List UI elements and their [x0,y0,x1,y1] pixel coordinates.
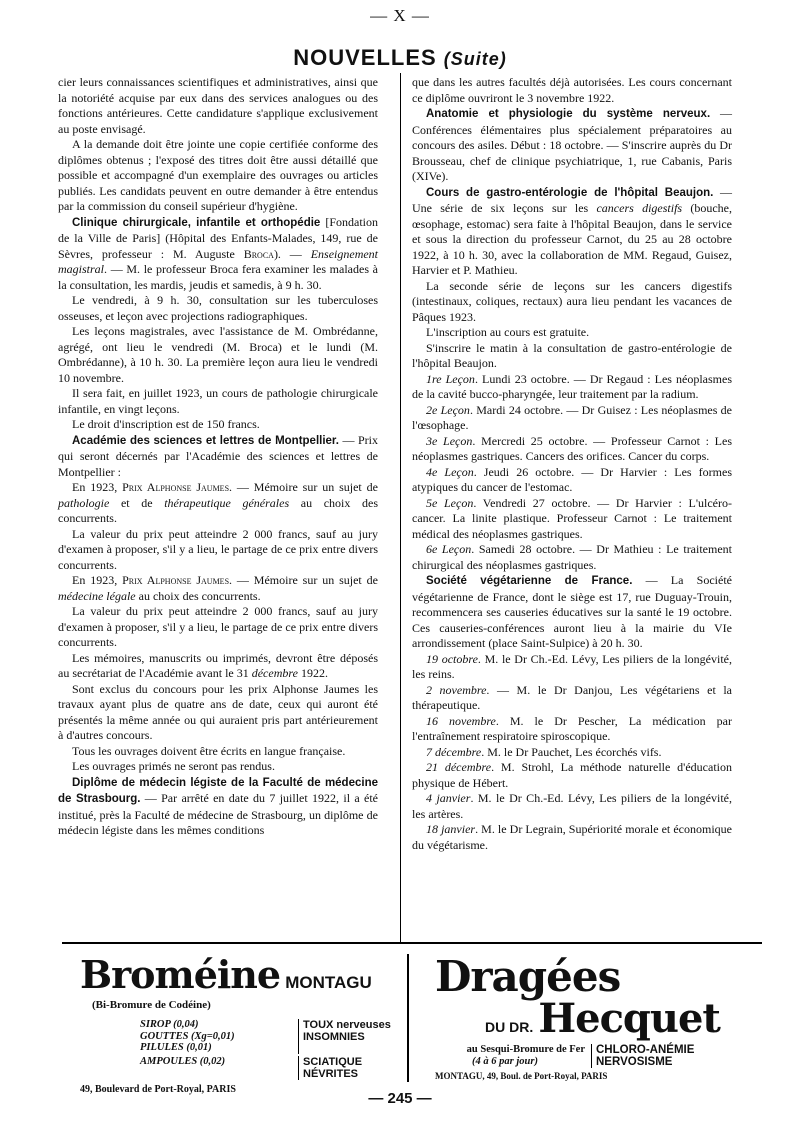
paragraph: Le vendredi, à 9 h. 30, consultation sur les tuberculoses osseuses, et leçon avec projections radiographiques. [58,293,378,323]
heading-gastro: Cours de gastro-entérologie de l'hôpital Beaujon. [426,186,714,199]
text: 4 janvier [426,791,471,805]
text: ). — [273,246,311,261]
ad-brand-name: Hecquet [538,995,720,1042]
text: — La Société végétarienne de France, dont le siège est 17, rue Duguay-Trouin, recommencera ses causeries éducatives sur la santé le 19 octobre. Ces causeries-conférences auront lieu à la mairie du VIe arrondissement (place Saint-Sulpice) à 20 h. 30. [412,573,732,650]
text: . Mardi 24 octobre. — Dr Guisez : Les néoplasmes de l'œsophage. [412,402,733,432]
text: 1re Leçon [426,371,475,386]
text: 3e Leçon [426,433,473,448]
text: En 1923, [72,573,123,587]
paragraph-academie [58,433,378,481]
causerie-item [412,791,732,822]
text: . M. le Dr Ch.-Ed. Lévy, Les piliers de la longévité, les reins. [412,651,732,681]
ad-indication: SCIATIQUE [303,1055,363,1068]
paragraph-memoires [58,651,378,682]
right-column [412,75,732,853]
text: — Prix qui seront décernés par l'Académie des sciences et lettres de Montpellier : [58,432,378,479]
paragraph: cier leurs connaissances scientifiques et administratives, ainsi que la notoriété acquise par eux dans des services analogues ou des fonctions antérieures. Cette candidature s'applique exclusivement au poste envisagé. [58,75,378,136]
advertisement-dragees [425,952,765,1081]
ad-subtitle: (Bi-Bromure de Codéine) [92,999,211,1011]
text: [Fondation de la Ville de Paris] (Hôpital des Enfants-Malades, 149, rue de Sèvres, professeur : M. Auguste [58,214,378,261]
text: . — M. le Dr Danjou, Les végétariens et la thérapeutique. [412,682,732,712]
lesson-item [412,403,732,434]
text: — Par arrêté en date du 7 juillet 1922, il a été institué, près la Faculté de médecine de Strasbourg, un diplôme de médecin légiste dans les mêmes conditions [58,791,378,837]
advertisement-bromeine [80,952,400,1095]
paragraph: S'inscrire le matin à la consultation de gastro-entérologie de l'hôpital Beaujon. [412,340,732,370]
text: 6e Leçon [426,542,472,556]
text: 2 novembre [426,682,487,697]
paragraph: Sont exclus du concours pour les prix Alphonse Jaumes les travaux ayant plus de quatre ans de date, ceux qui auront été présentés la même année ou qui auraient pris part antérieurement à d'autres concours. [58,681,378,742]
heading-academie: Académie des sciences et lettres de Montpellier. [72,434,339,447]
text: 1922. [297,666,328,680]
heading-diplome: Diplôme de médecin légiste de la Faculté de médecine de Strasbourg. [58,776,378,805]
ad-indication: NERVOSISME [596,1056,673,1068]
paragraph-vegetarienne [412,573,732,652]
paragraph-diplome [58,775,378,839]
text: . — Mémoire sur un sujet de [229,573,378,587]
text: cancers digestifs [596,201,683,215]
text: Les mémoires, manuscrits ou imprimés, devront être déposés au secrétariat de l'Académie avant le 31 [58,650,378,680]
causerie-item [412,714,732,745]
ad-form-ampoules: AMPOULES (0,02) [140,1055,226,1067]
advertisement-rule [62,942,762,944]
paragraph: La seconde série de leçons sur les cancers digestifs (intestinaux, coliques, rectaux) aura lieu pendant les vacances de Pâques 1923. [412,278,732,324]
text: décembre [251,666,298,680]
paragraph: L'inscription au cours est gratuite. [426,325,590,339]
ad-brand-suffix: MONTAGU [285,973,372,992]
ad-indication: NÉVRITES [303,1067,359,1080]
left-column [58,75,378,839]
ad-indication: CHLORO-ANÉMIE [596,1044,695,1056]
advertisement-divider [407,954,409,1082]
lesson-item [412,372,732,403]
text: — Conférences élémentaires plus spécialement préparatoires au concours des asiles. Début : 18 octobre. — S'inscrire auprès du Dr Brousseau, chef de clinique psychiatrique, 1, rue Cabanis, Paris (XIVe). [412,106,732,183]
ad-line: au Sesqui-Bromure de Fer [466,1044,585,1055]
text: . — Mémoire sur un sujet de [229,480,378,494]
text: . Vendredi 27 octobre. — Dr Harvier : L'ulcéro-cancer. La linite plastique. Professeur Carnot : Le traitement médical des néoplasmes gastriques. [412,495,732,541]
ad-form-gouttes: GOUTTES (Xg=0,01) [140,1030,235,1042]
text: 16 novembre [426,713,496,728]
ad-brand: Dragées [435,952,621,1001]
ad-du-dr: DU DR. [485,1019,534,1035]
text: 19 octobre [426,651,478,666]
ad-form-sirop: SIROP (0,04) [140,1019,199,1030]
text: Prix Alphonse Jaumes [122,573,230,587]
lesson-item [412,542,732,573]
causerie-item [412,760,732,791]
causerie-item [412,745,732,761]
causerie-item [412,683,732,714]
text: thérapeutique générales [164,495,290,510]
text: . Lundi 23 octobre. — Dr Regaud : Les néoplasmes de la cavité bucco-pharyngée, leur traitement par la radium. [412,371,732,401]
column-divider [400,73,401,943]
paragraph-anatomie [412,106,732,185]
section-title [0,45,800,71]
text: 4e Leçon [426,464,474,479]
text: . Mercredi 25 octobre. — Professeur Carnot : Les néoplasmes gastriques. Cancers des orifices. Cancer du corps. [412,433,733,463]
text: médecine légale [58,588,136,603]
paragraph: que dans les autres facultés déjà autorisées. Les cours concernant ce diplôme ouvriront le 3 novembre 1922. [412,75,732,105]
text: . M. le Dr Pescher, La médication par l'entraînement respiratoire spiroscopique. [412,713,732,743]
text: (bouche, œsophage, estomac) sera faite à l'hôpital Beaujon, dans le service et sous la direction du professeur Carnot, du 25 au 28 octobre 1922, à 10 h. 30, avec la collaboration de MM. Regaud, Guisez, Harvier et P. Mathieu. [412,201,732,277]
paragraph: Les ouvrages primés ne seront pas rendus. [72,759,275,773]
ad-brand: Broméine [80,952,281,997]
text: 21 décembre [426,760,492,774]
text: Broca [243,246,274,261]
text: au choix des concurrents. [135,588,261,603]
text: et de [109,495,165,510]
ad-form-pilules: PILULES (0,01) [140,1042,212,1053]
ad-indication: INSOMNIES [303,1031,365,1043]
causerie-item [412,822,732,853]
paragraph: Les leçons magistrales, avec l'assistance de M. Ombrédanne, agrégé, ont lieu le vendredi (M. Broca) et le lundi (M. Ombrédanne), à 10 h. 30. La première leçon aura lieu le vendredi 10 novembre. [58,324,378,385]
title-text: NOUVELLES [293,45,437,70]
text: pathologie [58,495,110,510]
text: 18 janvier [426,822,476,836]
title-suffix: (Suite) [443,49,507,69]
paragraph: La valeur du prix peut atteindre 2 000 francs, sauf au jury d'examen à proposer, s'il y a lieu, le partage de ce prix entre divers concurrents. [58,604,378,649]
paragraph: Le droit d'inscription est de 150 francs. [72,417,260,431]
text: . — M. le professeur Broca fera examiner les malades à la consultation, les mardis, jeudis et samedis, à 9 h. 30. [58,262,378,292]
page-number: — 245 — [368,1090,432,1107]
paragraph-clinique [58,215,378,294]
text: — Une série de six leçons sur les [412,184,732,215]
heading-clinique: Clinique chirurgicale, infantile et orthopédie [72,216,321,229]
lesson-item [412,465,732,496]
text: . M. le Dr Ch.-Ed. Lévy, Les piliers de la longévité, les artères. [412,791,732,821]
paragraph: A la demande doit être jointe une copie certifiée conforme des diplômes obtenus ; l'exposé des titres doit être aussi détaillé que possible et accompagné d'un exemplaire des ouvrages ou articles publiés. Les candidats peuvent en outre demander à être entendus par la commission du conseil supérieur d'hygiène. [58,137,378,213]
paragraph-gastro [412,185,732,279]
paragraph-prix-2 [58,573,378,604]
text: 5e Leçon [426,495,474,510]
heading-anatomie: Anatomie et physiologie du système nerveux. [426,108,711,120]
text: . M. le Dr Pauchet, Les écorchés vifs. [481,744,662,759]
paragraph: Il sera fait, en juillet 1923, un cours de pathologie chirurgicale infantile, en vingt leçons. [58,386,378,416]
lesson-item [412,434,732,465]
text: au choix des concurrents. [58,495,378,525]
lesson-item [412,496,732,543]
text: 2e Leçon [426,402,470,417]
text: . M. Strohl, La méthode naturelle d'éducation physique de Hébert. [412,760,732,790]
ad-address: 49, Boulevard de Port-Royal, PARIS [80,1083,236,1095]
text: . Samedi 28 octobre. — Dr Mathieu : Le traitement chirurgical des néoplasmes gastriques. [412,542,732,572]
page-roman-numeral: — X — [370,6,430,25]
text: En 1923, [72,480,123,494]
causerie-item [412,652,732,683]
paragraph: La valeur du prix peut atteindre 2 000 francs, sauf au jury d'examen à proposer, s'il y a lieu, le partage de ce prix entre divers concurrents. [58,526,378,572]
paragraph: Tous les ouvrages doivent être écrits en langue française. [72,743,346,758]
text: 7 décembre [426,744,482,759]
ad-indication: TOUX nerveuses [303,1019,391,1031]
ad-dosage: (4 à 6 par jour) [472,1056,538,1067]
heading-vegetarienne: Société végétarienne de France. [426,575,633,587]
text: Prix Alphonse Jaumes [122,480,230,494]
paragraph-prix-1 [58,480,378,527]
text: . M. le Dr Legrain, Supériorité morale et économique du végétarisme. [412,822,732,852]
text: Enseignement magistral [58,246,379,276]
ad-address: MONTAGU, 49, Boul. de Port-Royal, PARIS [435,1071,608,1081]
text: . Jeudi 26 octobre. — Dr Harvier : Les formes atypiques du cancer de l'estomac. [412,464,732,494]
